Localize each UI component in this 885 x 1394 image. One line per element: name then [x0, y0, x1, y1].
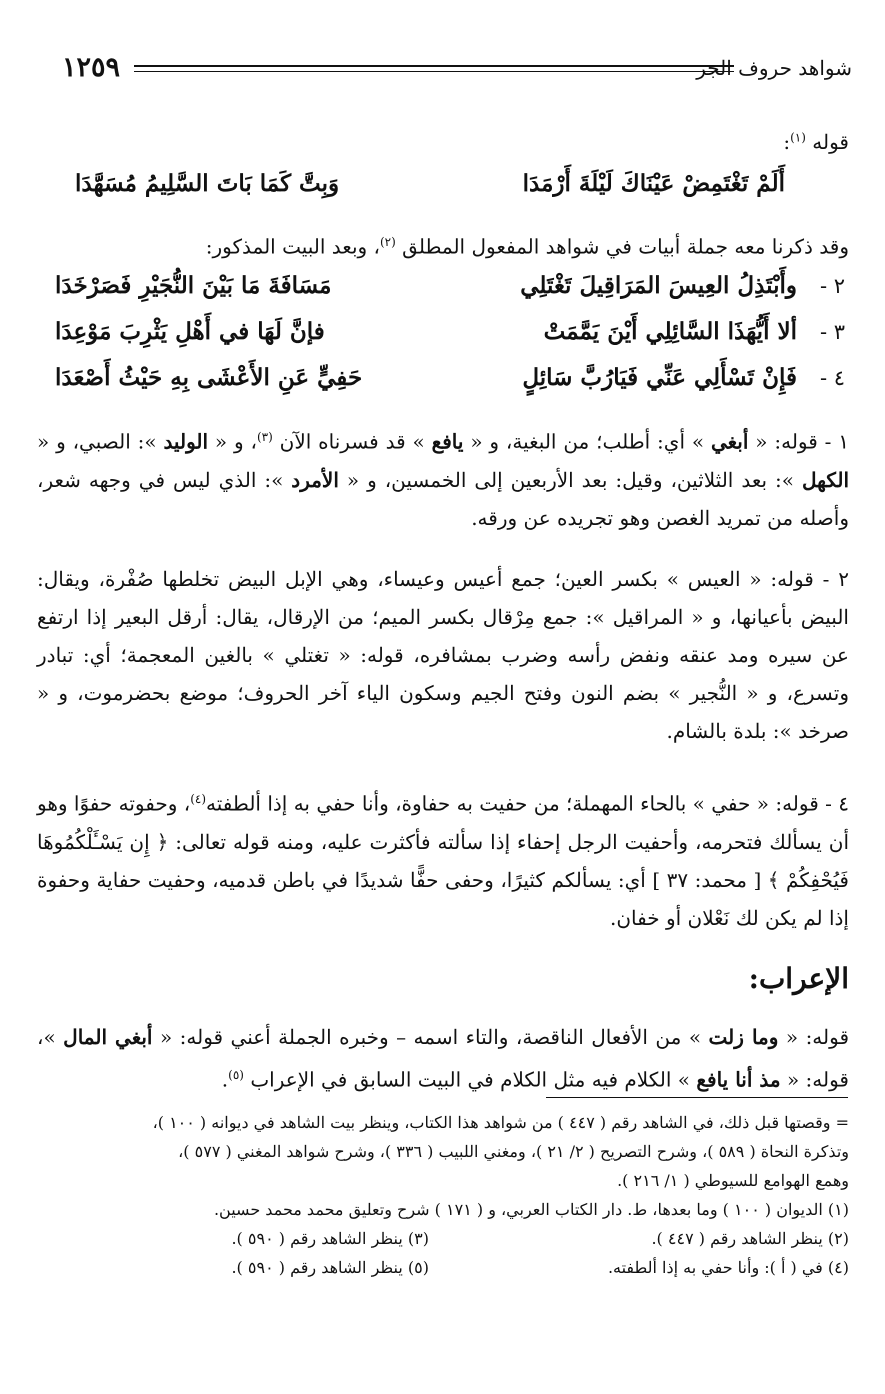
text-run: . [221, 1067, 229, 1092]
footnote-separator [546, 1097, 848, 1098]
explanation-1 [37, 418, 849, 537]
explanation-2 [37, 560, 849, 750]
text-run: قوله: « [785, 1025, 850, 1049]
paragraph: ٢ - قوله: « العيس » بكسر العين؛ جمع أعيس وعيساء، وهي الإبل البيض تخلطها صُفْرة، ويقال: البيض بأعيانها، و « المراقيل »: جمع مِرْقال بكسر الميم؛ من الإرقال، يقال: أرقل البعير إذا ارتفع عن سيره ومد عنقه ونفض رأسه وضرب بمشافره، قوله: « تغتلي » بالغين المعجمة؛ أي: تبادر وتسرع، و « النُّجير » بضم النون وفتح الجيم وسكون الياء آخر الحروف؛ موضع بحضرموت، و « صرخد »: بلدة بالشام. [37, 567, 849, 743]
footnotes [29, 1108, 849, 1282]
footnote-ref: (٣) [256, 430, 273, 444]
mention-text: وقد ذكرنا معه جملة أبيات في شواهد المفعول المطلق [402, 234, 849, 259]
verse-second-hemistich: وَبِتَّ كَمَا بَاتَ السَّلِيمُ مُسَهَّدَا [75, 170, 340, 197]
intro-colon: : [783, 130, 791, 154]
bold-term: أبغي المال [63, 1025, 153, 1049]
footnote-ref: (٤) [190, 792, 207, 806]
footnote-5: (٥) ينظر الشاهد رقم ( ٥٩٠ ). [231, 1258, 429, 1277]
intro-text: قوله [812, 130, 849, 154]
verse-line [55, 318, 845, 360]
footnote-pair [29, 1253, 849, 1282]
mention-line [37, 223, 849, 266]
text-run: ، وحفوته حفوًا وهو أن يسألك فتحرمه، وأحفيت الرجل إحفاء إذا سألته فأكثرت عليه، ومنه قوله تعالى: ﴿ إِن يَسْـَٔلْكُمُوهَا فَيُحْفِكُمْ ﴾ [ محمد: ٣٧ ] أي: يسألكم كثيرًا، وحفى حفًّا شديدًا في باطن قدميه، وحفيت حفاية وحفوة إذا لم يكن لك نَعْلان أو خفان. [37, 791, 849, 930]
footnote-continued: وتذكرة النحاة ( ٥٨٩ )، وشرح التصريح ( ٢/ ٢١ )، ومغني اللبيب ( ٣٣٦ )، وشرح شواهد المغني ( ٥٧٧ )، [178, 1142, 849, 1161]
header-rule-thin [134, 71, 734, 72]
verse-first-hemistich: ألا أَيُّهَذَا السَّائِلِي أَيْنَ يَمَّمَتْ [543, 318, 797, 345]
text-run: »: الصبي، و « [37, 429, 157, 454]
verse-second-hemistich: حَفِيٍّ عَنِ الأَعْشَى بِهِ حَيْثُ أَصْعَدَا [55, 364, 363, 391]
footnote-4: (٤) في ( أ ): وأنا حفي به إذا ألطفته. [607, 1258, 849, 1277]
verse-second-hemistich: فإنَّ لَهَا في أَهْلِ يَثْرِبَ مَوْعِدَا [55, 318, 325, 345]
verse-line [55, 272, 845, 314]
bold-term: وما زلت [708, 1025, 779, 1049]
verse-number: ٢ - [819, 274, 845, 298]
footnote-continued: وهمع الهوامع للسيوطي ( ١/ ٢١٦ ). [617, 1171, 849, 1190]
text-run: »: الذي ليس في وجهه شعر، وأصله من تمريد الغصن وهو تجريده عن ورقه. [37, 467, 849, 530]
verse-first-hemistich: أَلَمْ تَغْتَمِضْ عَيْنَاكَ لَيْلَةَ أَرْمَدَا [522, 170, 785, 197]
bold-term: الكهل [801, 467, 850, 492]
bold-term: الأمرد [291, 467, 339, 492]
footnote-ref: (٢) [379, 235, 396, 249]
text-run: »: بعد الثلاثين، وقيل: بعد الأربعين إلى الخمسين، و « [346, 467, 794, 492]
page-number: ١٢٥٩ [62, 52, 121, 83]
text-run: ، و « [214, 429, 257, 454]
verse-number: ٣ - [819, 320, 845, 344]
text-run: »، قوله: « [37, 1025, 849, 1092]
text-run: ٤ - قوله: « حفي » بالحاء المهملة؛ من حفيت به حفاوة، وأنا حفي به إذا ألطفته [206, 791, 849, 816]
verse-number: ٤ - [819, 366, 845, 390]
text-run: ١ - قوله: « [755, 429, 850, 454]
footnote-2: (٢) ينظر الشاهد رقم ( ٤٤٧ ). [651, 1229, 849, 1248]
bold-term: الوليد [163, 429, 209, 454]
footnote-continued: = وقصتها قبل ذلك، في الشاهد رقم ( ٤٤٧ ) من شواهد هذا الكتاب، وينظر بيت الشاهد في ديوانه ( ١٠٠ )، [152, 1113, 849, 1132]
mention-tail: ، وبعد البيت المذكور: [205, 234, 380, 259]
text-run: » أي: أطلب؛ من البغية، و « [470, 429, 705, 454]
header-rule [134, 65, 734, 67]
footnote-ref: (١) [790, 130, 806, 145]
bold-term: يافع [431, 429, 464, 454]
bold-term: أبغي [710, 429, 749, 454]
footnote-1: (١) الديوان ( ١٠٠ ) وما بعدها، ط. دار الكتاب العربي، و ( ١٧١ ) شرح وتعليق محمد محمد حسين. [213, 1200, 849, 1219]
footnote-3: (٣) ينظر الشاهد رقم ( ٥٩٠ ). [231, 1229, 429, 1248]
header-title: شواهد حروف الجر [696, 56, 852, 80]
irab-paragraph [37, 1018, 849, 1099]
verse-second-hemistich: مَسَافَةَ مَا بَيْنَ النُّجَيْرِ فَصَرْخَدَا [55, 272, 332, 299]
verse-first-hemistich: وأَبْتَذِلُ العِيسَ المَرَاقِيلَ تَغْتَلِي [520, 272, 797, 299]
running-header [62, 52, 852, 92]
verse-first-hemistich: فَإِنْ تَسْأَلِي عَنِّي فَيَارُبَّ سَائِلٍ [522, 364, 797, 391]
bold-term: مذ أنا يافع [696, 1067, 781, 1092]
footnote-ref: (٥) [228, 1068, 244, 1082]
verse-line [55, 170, 845, 212]
text-run: » قد فسرناه الآن [279, 429, 425, 454]
verse-line [55, 364, 845, 406]
explanation-4 [37, 780, 849, 937]
footnote-pair [29, 1224, 849, 1253]
text-run: » من الأفعال الناقصة، والتاء اسمه – وخبره الجملة أعني قوله: « [159, 1025, 702, 1049]
intro-label [783, 130, 849, 154]
section-heading: الإعراب: [748, 962, 849, 995]
text-run: » الكلام فيه مثل الكلام في البيت السابق في الإعراب [250, 1067, 691, 1092]
